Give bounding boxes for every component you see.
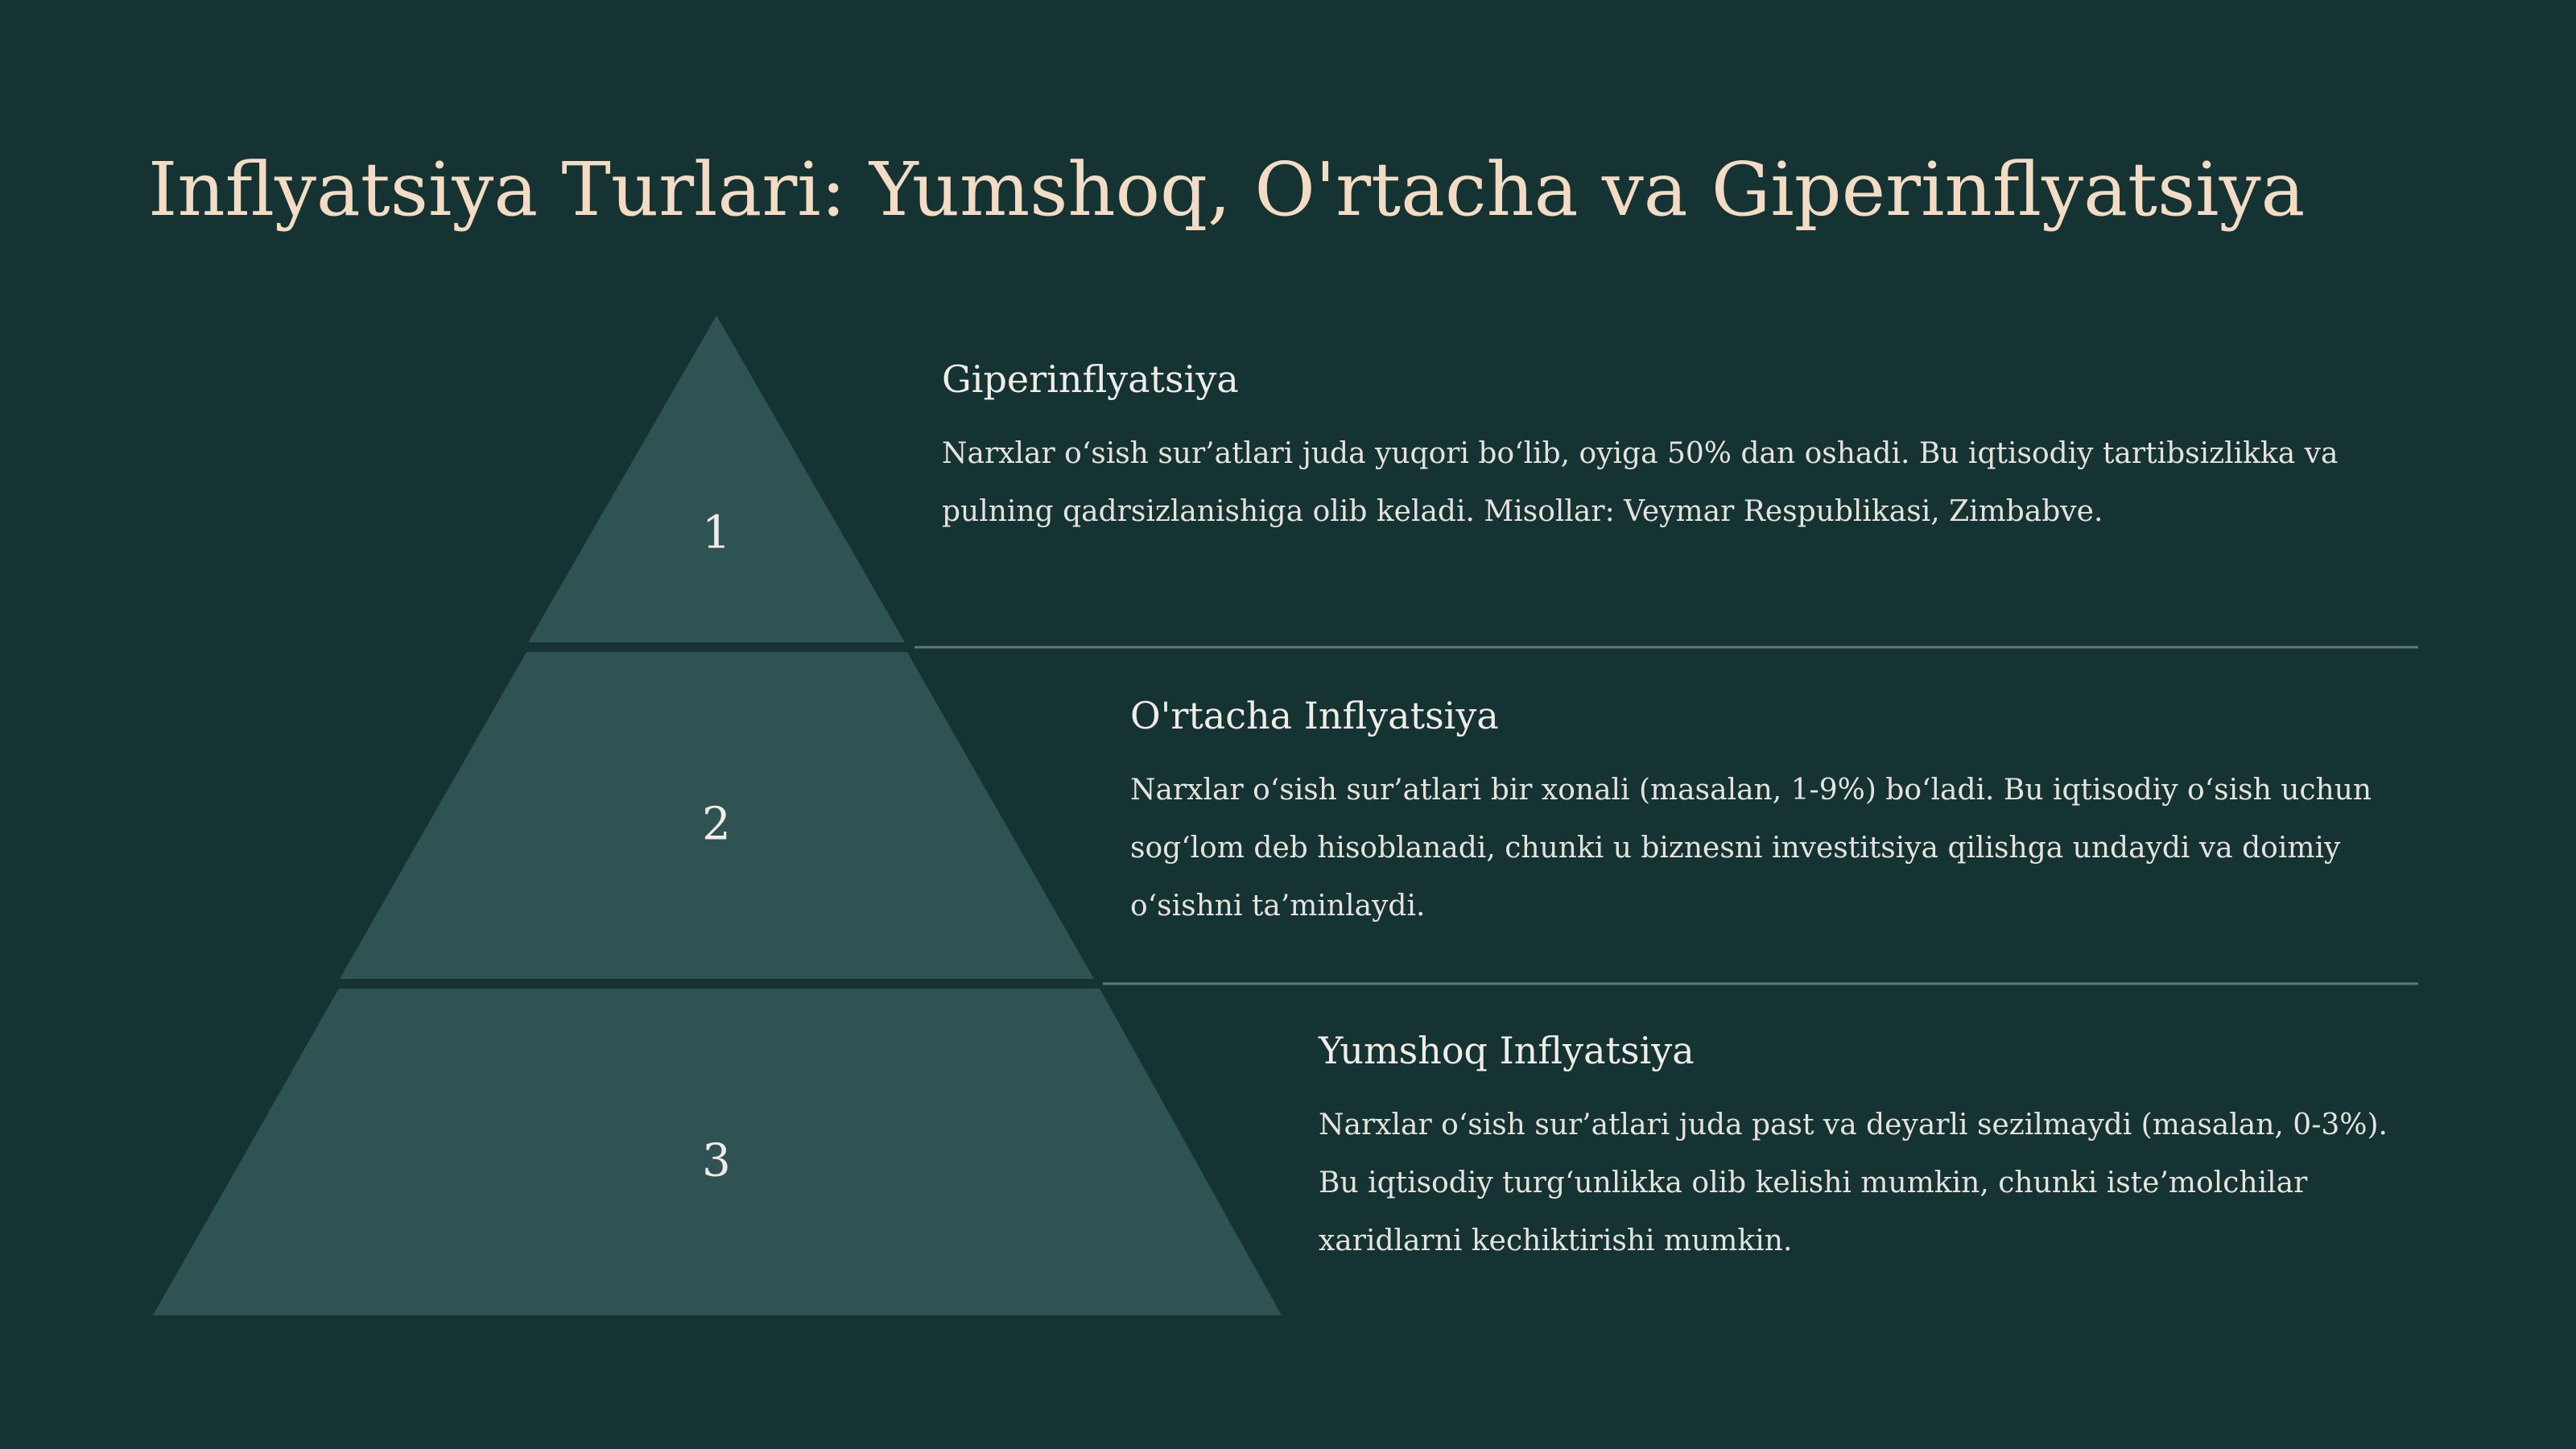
- pyramid-level-2-number: 2: [702, 798, 731, 851]
- level-description: Narxlar o‘sish sur’atlari juda past va deyarli sezilmaydi (masalan, 0-3%). Bu iqtisodiy turg‘unlikka olib kelishi mumkin, chunki iste’molchilar xaridlarni kechiktirishi mumkin.: [1319, 1108, 2388, 1257]
- level-title: Giperinflyatsiya: [942, 357, 1239, 401]
- level-description: Narxlar o‘sish sur’atlari bir xonali (masalan, 1-9%) bo‘ladi. Bu iqtisodiy o‘sish uchun sog‘lom deb hisoblanadi, chunki u biznesni investitsiya qilishga undaydi va doimiy o‘sishni ta’minlaydi.: [1130, 774, 2372, 923]
- pyramid-level-3-number: 3: [702, 1134, 731, 1187]
- level-title: O'rtacha Inflyatsiya: [1130, 694, 1499, 737]
- pyramid-level-1-number: 1: [702, 506, 731, 559]
- level-mild-inflation: [1319, 1022, 2397, 1270]
- level-title: Yumshoq Inflyatsiya: [1319, 1029, 1695, 1072]
- level-moderate-inflation: [1130, 687, 2386, 935]
- slide-title: Inflyatsiya Turlari: Yumshoq, O'rtacha va Giperinflyatsiya: [148, 147, 2306, 233]
- level-description: Narxlar o‘sish sur’atlari juda yuqori bo‘lib, oyiga 50% dan oshadi. Bu iqtisodiy tartibsizlikka va pulning qadrsizlanishiga olib keladi. Misollar: Veymar Respublikasi, Zimbabve.: [942, 437, 2339, 528]
- pyramid-level-1: [528, 316, 905, 642]
- level-hyperinflation: [942, 351, 2439, 541]
